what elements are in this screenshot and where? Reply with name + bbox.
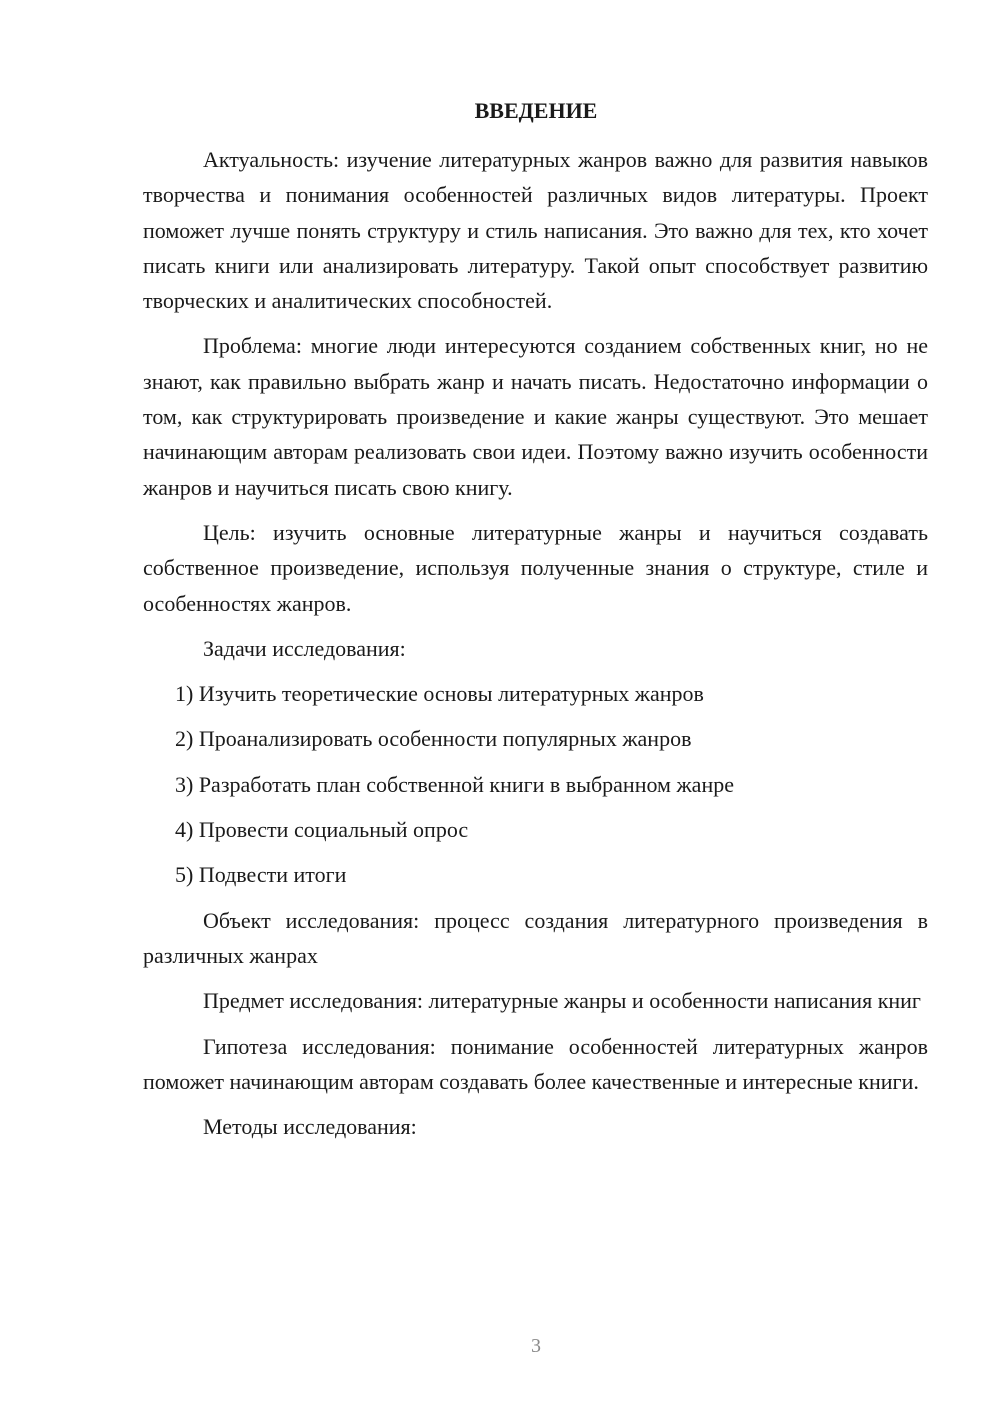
paragraph-problem: Проблема: многие люди интересуются созданием собственных книг, но не знают, как правильно выбрать жанр и начать писать. Недостаточно информации о том, как структурировать произведение и какие жанры существуют. Это мешает начинающим авторам реализовать свои идеи. Поэтому важно изучить особенности жанров и научиться писать свою книгу. [143,333,928,500]
list-item: 2) Проанализировать особенности популярных жанров [175,726,692,752]
paragraph-methods-heading: Методы исследования: [203,1114,417,1140]
paragraph-relevance: Актуальность: изучение литературных жанров важно для развития навыков творчества и понимания особенностей различных видов литературы. Проект поможет лучше понять структуру и стиль написания. Это важно для тех, кто хочет писать книги или анализировать литературу. Такой опыт способствует развитию творческих и аналитических способностей. [143,147,928,314]
paragraph-object: Объект исследования: процесс создания литературного произведения в различных жанрах [143,907,928,968]
list-item: 3) Разработать план собственной книги в выбранном жанре [175,771,734,797]
document-body [143,142,928,1154]
paragraph-goal: Цель: изучить основные литературные жанры и научиться создавать собственное произведение, используя полученные знания о структуре, стиле и особенностях жанров. [143,519,928,616]
paragraph-tasks-heading: Задачи исследования: [203,635,406,661]
tasks-list [143,676,928,892]
page-number: 3 [531,1335,541,1357]
list-item: 5) Подвести итоги [175,862,347,888]
paragraph-hypothesis: Гипотеза исследования: понимание особенностей литературных жанров поможет начинающим авторам создавать более качественные и интересные книги. [143,1033,928,1094]
list-item: 4) Провести социальный опрос [175,817,469,843]
section-title: ВВЕДЕНИЕ [474,98,598,123]
paragraph-subject: Предмет исследования: литературные жанры и особенности написания книг [203,988,921,1014]
list-item: 1) Изучить теоретические основы литературных жанров [175,681,704,707]
